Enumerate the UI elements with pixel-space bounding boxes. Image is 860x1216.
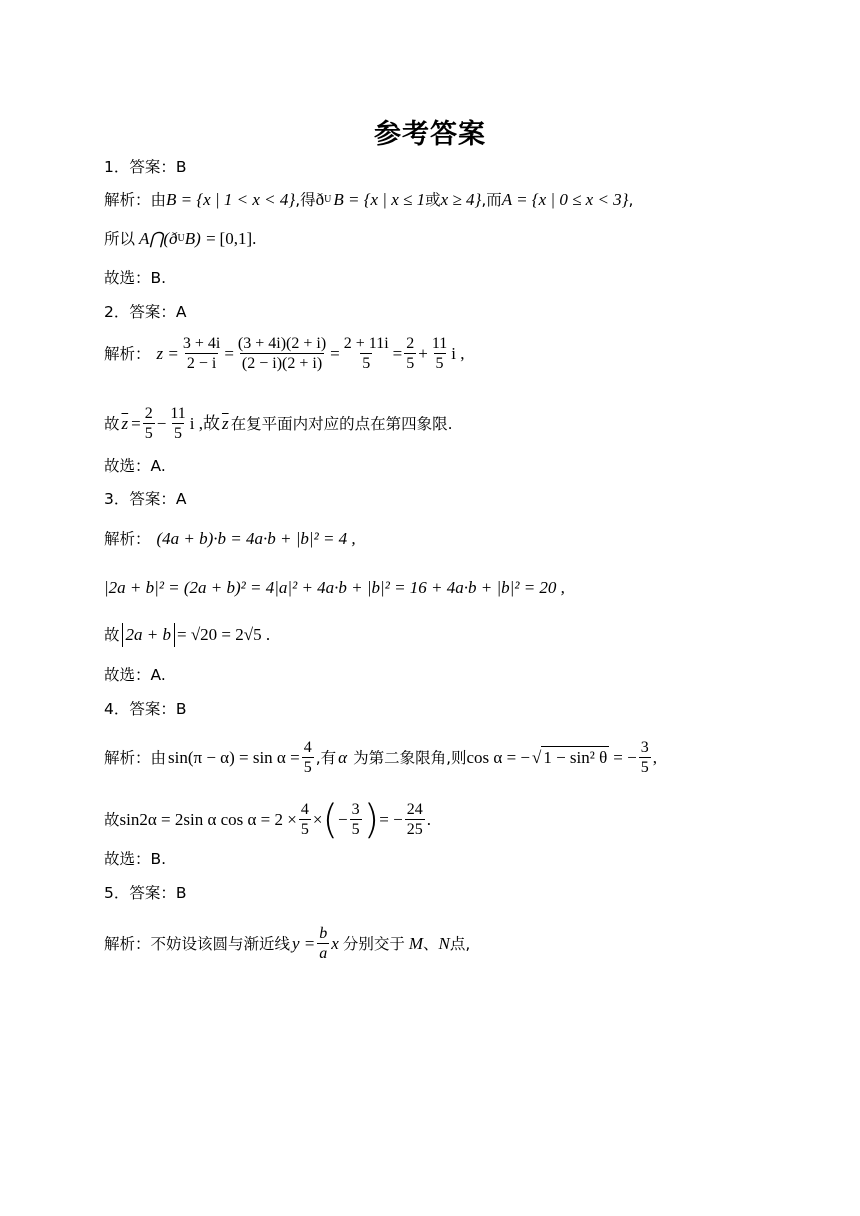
- q2-eq1: =: [224, 343, 234, 363]
- q2-choose: 故选：A.: [104, 457, 166, 475]
- q4-answer: 4．答案：B: [104, 700, 187, 718]
- q4-frac2: $\frac{3}{5}$: [640, 739, 649, 776]
- q4-l1-sin: sin(π − α) = sin α =: [168, 747, 300, 767]
- q2-frac3: $\frac{2 + 11i}{5}$: [343, 335, 389, 372]
- q5-dun: 、: [423, 934, 439, 953]
- q3-analysis-line2: [104, 577, 565, 599]
- q4-l2-prefix: 故: [104, 810, 120, 829]
- q2-analysis-line1: [104, 334, 464, 373]
- q4-choose: 故选：B.: [104, 850, 167, 868]
- q2-frac7: $\frac{11}{5}$: [170, 405, 186, 442]
- q3-l1-prefix: 解析：: [104, 530, 151, 548]
- q2-l2-rest: 在复平面内对应的点在第四象限.: [230, 414, 453, 433]
- q4-analysis-line2: 故 sin2α = 2sin α cos α = 2 × $\frac{4}{5}$ × ( − $\frac{3}{5}$ ) = − $\frac{24}{25}$ .: [104, 796, 431, 843]
- q2-l2-eq: =: [131, 413, 141, 433]
- q3-analysis-line1: [104, 528, 356, 550]
- q4-l1-you: ,有: [315, 748, 337, 767]
- q4-frac3: $\frac{4}{5}$: [300, 801, 309, 838]
- q4-l2-end: .: [426, 809, 431, 829]
- q2-frac6: $\frac{2}{5}$: [144, 405, 153, 442]
- q1-er: ,而: [481, 191, 502, 209]
- q4-l2-eq: = −: [379, 809, 403, 829]
- q2-z: z =: [156, 343, 179, 363]
- q2-analysis-line2: [104, 404, 453, 443]
- q4-l1-eq: = −: [613, 747, 637, 767]
- q2-l1-prefix: 解析：: [104, 344, 151, 363]
- q1-analysis-line1: [104, 189, 633, 211]
- q4-times: ×: [312, 809, 323, 829]
- q2-frac2: $\frac{(3 + 4i)(2 + i)}{(2 - i)(2 + i)}$: [237, 335, 327, 372]
- q4-frac4: $\frac{3}{5}$: [351, 801, 360, 838]
- q1-comp: ð: [315, 190, 325, 209]
- q5-analysis-line1: [104, 924, 470, 963]
- q3-analysis-line3: [104, 623, 270, 647]
- q3-l2-expr: |2a + b|² = (2a + b)² = 4|a|² + 4a·b + |b|² = 16 + 4a·b + |b|² = 20 ,: [104, 578, 565, 597]
- q3-l3-prefix: 故: [104, 626, 120, 644]
- q4-alpha: α: [338, 747, 348, 767]
- q2-eq2: =: [330, 343, 340, 363]
- q1-interval: [0,1]: [219, 229, 253, 248]
- q5-y: y =: [292, 933, 316, 953]
- q1-analysis-line2: [104, 228, 256, 250]
- q1-answer: 1．答案：B: [104, 158, 187, 176]
- q1-comp-b: B = {x | x ≤ 1: [333, 190, 426, 209]
- q5-l1-rest: 分别交于: [342, 934, 405, 953]
- q4-l2-expr: sin2α = 2sin α cos α = 2 ×: [119, 809, 297, 829]
- q1-l1-end: ,: [628, 191, 634, 209]
- q2-frac4: $\frac{2}{5}$: [406, 335, 415, 372]
- q2-l2-prefix: 故: [104, 414, 120, 433]
- q4-frac1: $\frac{4}{5}$: [303, 739, 312, 776]
- q2-answer: 2．答案：A: [104, 303, 187, 321]
- q3-answer: 3．答案：A: [104, 490, 187, 508]
- q1-l2-sub: U: [177, 233, 185, 244]
- q4-l1-sqrt: 1 − sin² θ: [543, 748, 608, 767]
- q4-l1-cos: cos α = −: [466, 747, 530, 767]
- q4-l1-mid: 为第二象限角,则: [353, 748, 467, 767]
- q1-l1-prefix: 解析：由: [104, 191, 167, 209]
- q1-choose: 故选：B.: [104, 269, 167, 287]
- q4-frac5: $\frac{24}{25}$: [406, 801, 423, 838]
- q2-frac1: $\frac{3 + 4i}{2 - i}$: [182, 335, 221, 372]
- q3-l3-eq: = √20 = 2√5 .: [177, 625, 271, 644]
- q5-answer: 5．答案：B: [104, 884, 187, 902]
- q2-i-end: i ,: [451, 343, 465, 363]
- q2-zbar2: $\overline{z}$: [221, 413, 229, 433]
- q4-l1-end: ,: [652, 747, 657, 767]
- q2-plus: +: [418, 343, 428, 363]
- q1-or: 或: [425, 191, 441, 209]
- q5-n: N: [438, 933, 450, 953]
- q5-x: x: [331, 933, 339, 953]
- q1-l2-end: .: [252, 229, 257, 248]
- q1-set-b: B = {x | 1 < x < 4}: [166, 190, 296, 209]
- q1-de: ,得: [295, 191, 316, 209]
- q2-frac5: $\frac{11}{5}$: [431, 335, 448, 372]
- q1-x4: x ≥ 4}: [440, 190, 482, 209]
- q2-zbar: $\overline{z}$: [121, 413, 129, 433]
- q5-l1-end: 点,: [449, 934, 471, 953]
- q1-l2-expr2: B) =: [184, 229, 217, 248]
- q5-l1-prefix: 解析：不妨设该圆与渐近线: [104, 934, 291, 953]
- q3-l3-abs: 2a + b: [122, 623, 175, 647]
- q1-l2-expr: A⋂(ð: [139, 229, 178, 248]
- q1-comp-sub: U: [324, 194, 332, 205]
- q2-minus: −: [156, 413, 167, 433]
- q1-set-a: A = {x | 0 ≤ x < 3}: [501, 190, 629, 209]
- q2-eq3: =: [392, 343, 403, 363]
- q3-l1-expr: (4a + b)·b = 4a·b + |b|² = 4 ,: [156, 529, 356, 548]
- q4-l1-prefix: 解析：由: [104, 748, 167, 767]
- q2-l2-i: i ,故: [189, 413, 220, 433]
- q4-analysis-line1: 解析：由 sin(π − α) = sin α = $\frac{4}{5}$ ,有 α 为第二象限角,则 cos α = − √ 1 − sin² θ = − $\frac{3}{5}$ ,: [104, 739, 657, 776]
- q5-m: M: [408, 933, 424, 953]
- q1-l2-prefix: 所以: [104, 230, 136, 248]
- page-title: 参考答案: [374, 119, 486, 150]
- q3-choose: 故选：A.: [104, 666, 166, 684]
- q5-frac: $\frac{b}{a}$: [319, 925, 328, 962]
